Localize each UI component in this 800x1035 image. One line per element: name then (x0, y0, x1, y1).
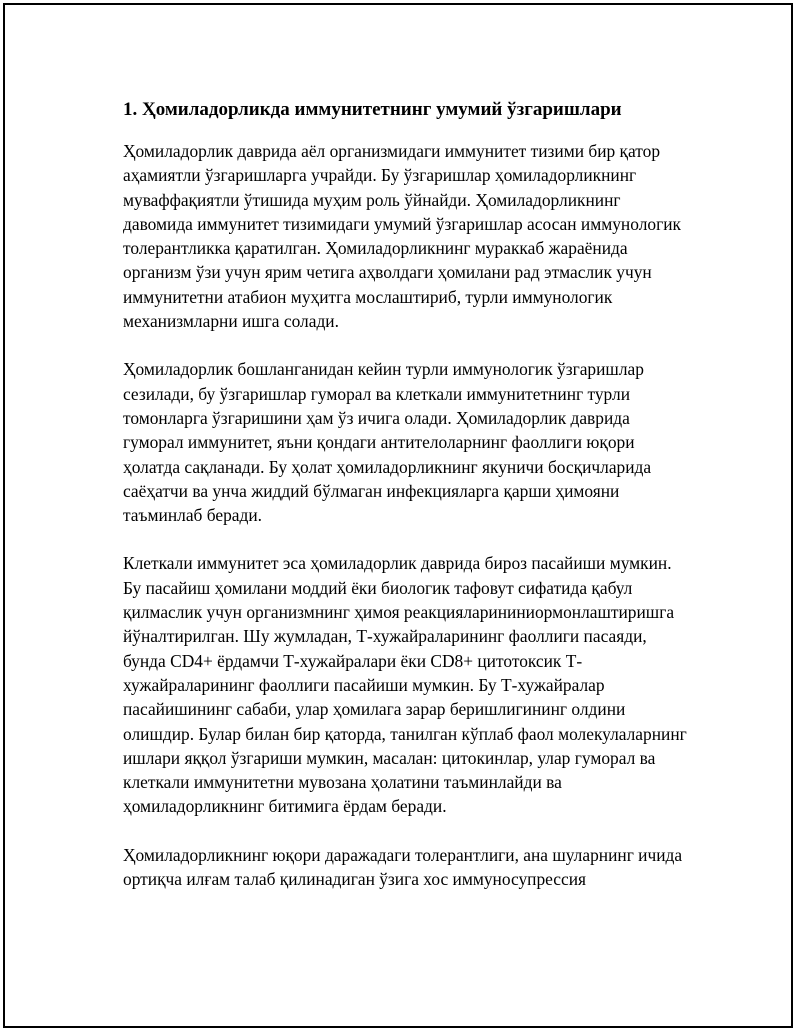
paragraph-3: Клеткали иммунитет эса ҳомиладорлик даврида бироз пасайиши мумкин. Бу пасайиш ҳомилани моддий ёки биологик тафовут сифатида қабул қилмаслик учун организмнинг ҳимоя реакцияларининиормонлаштиришга йўналтирилган. Шу жумладан, Т-хужайраларининг фаоллиги пасаяди, бунда CD4+ ёрдамчи Т-хужайралари ёки CD8+ цитотоксик Т-хужайраларининг фаоллиги пасайиши мумкин. Бу Т-хужайралар пасайишининг сабаби, улар ҳомилага зарар беришлигининг олдини олишдир. Булар билан бир қаторда, танилган кўплаб фаол молекулаларнинг ишлари яққол ўзгариши мумкин, масалан: цитокинлар, улар гуморал ва клеткали иммунитетни мувозана ҳолатини таъминлайди ва ҳомиладорликнинг битимига ёрдам беради. (123, 553, 687, 817)
page-frame (3, 3, 793, 1028)
paragraph-2: Ҳомиладорлик бошланганидан кейин турли иммунологик ўзгаришлар сезилади, бу ўзгаришлар гуморал ва клеткали иммунитетнинг турли томонларга ўзгаришини ҳам ўз ичига олади. Ҳомиладорлик даврида гуморал иммунитет, яъни қондаги антителоларнинг фаоллиги юқори ҳолатда сақланади. Бу ҳолат ҳомиладорликнинг якуничи босқичларида саёҳатчи ва унча жиддий бўлмаган инфекцияларга қарши ҳимояни таъминлаб беради. (123, 359, 652, 526)
document-body (123, 97, 689, 915)
paragraph-4: Ҳомиладорликнинг юқори даражадаги толерантлиги, ана шуларнинг ичида ортиқча илғам талаб қилинадиган ўзига хос иммуносупрессия (123, 844, 683, 890)
section-heading: 1. Ҳомиладорликда иммунитетнинг умумий ўзгаришлари (123, 99, 622, 120)
paragraph-1: Ҳомиладорлик даврида аёл организмидаги иммунитет тизими бир қатор аҳамиятли ўзгаришларга учрайди. Бу ўзгаришлар ҳомиладорликнинг муваффақиятли ўтишида муҳим роль ўйнайди. Ҳомиладорликнинг давомида иммунитет тизимидаги умумий ўзгаришлар асосан иммунологик толерантликка қаратилган. Ҳомиладорликнинг мураккаб жараёнида организм ўзи учун ярим четига аҳволдаги ҳомилани рад этмаслик учун иммунитетни атабион муҳитга мослаштириб, турли иммунологик механизмларни ишга солади. (123, 141, 681, 332)
